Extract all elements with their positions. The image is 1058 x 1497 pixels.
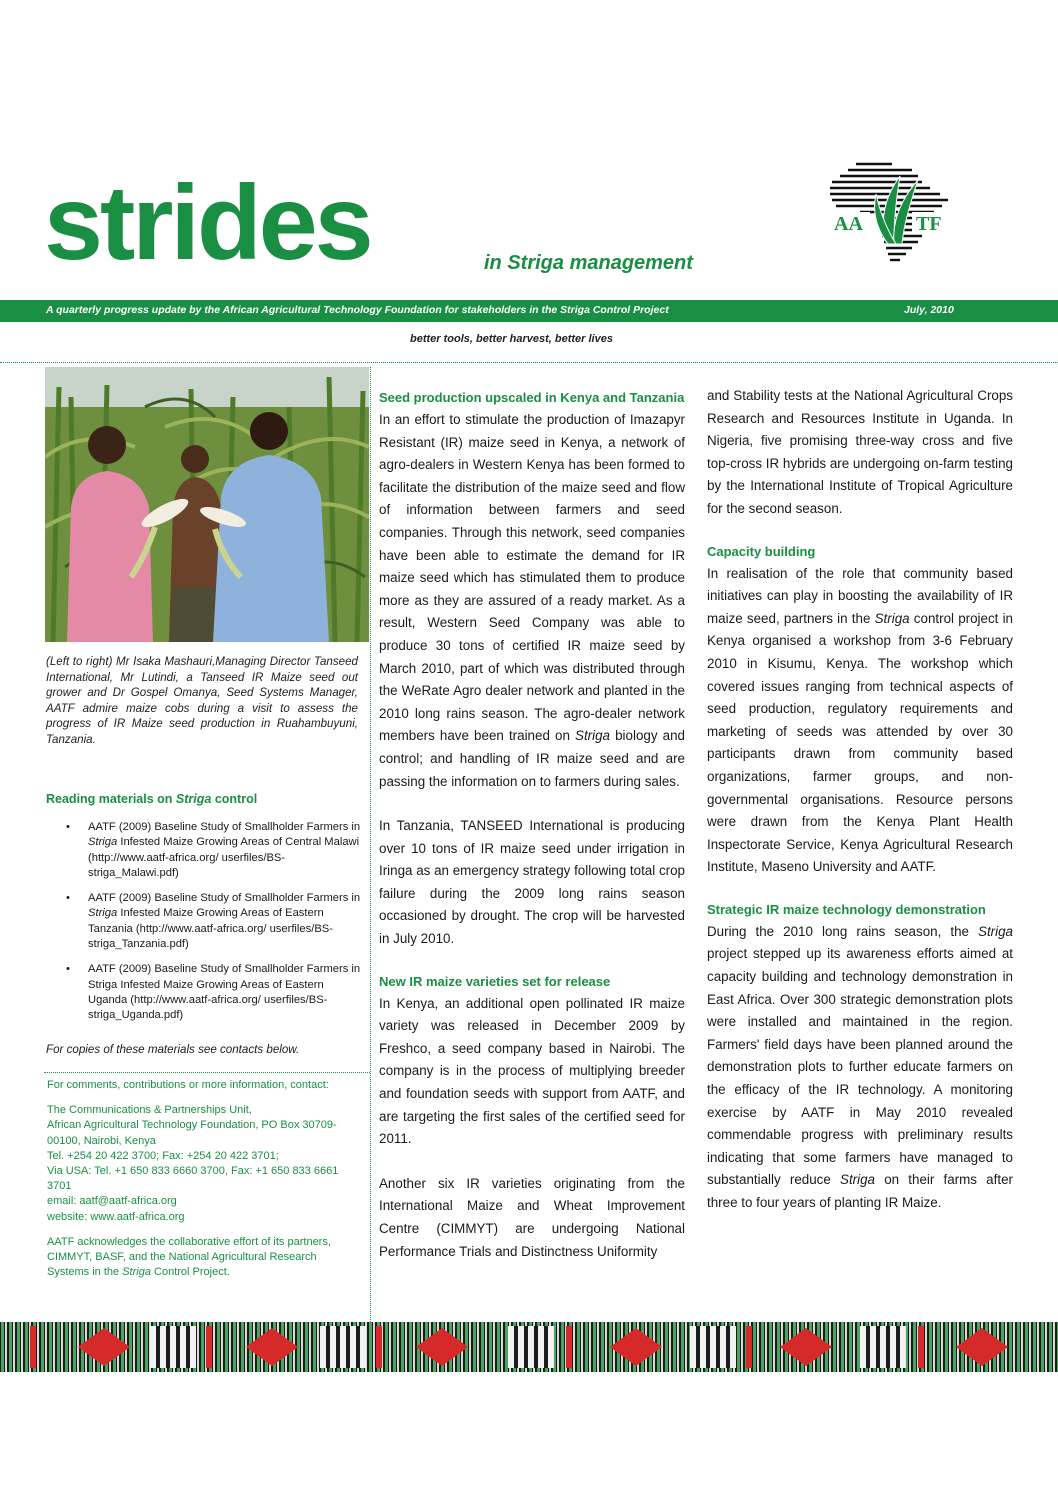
list-item: • AATF (2009) Baseline Study of Smallholder Farmers in Striga Infested Maize Growing Areas of Eastern Tanzania (http://www.aatf-africa.org/ userfiles/BS-striga_Tanzania.pdf) xyxy=(66,891,361,952)
contact-divider xyxy=(44,1072,370,1073)
column-divider-left xyxy=(370,367,371,1322)
paragraph-freshco: In Kenya, an additional open pollinated IR maize variety was released in December 2009 by Freshco, a seed company based in Nairobi. The company is in the process of multiplying breeder and foundation seeds with support from AATF, and are targeting the first sales of the certified seed for 2011. xyxy=(379,995,685,1147)
heading-new-varieties: New IR maize varieties set for release xyxy=(379,973,611,989)
contact-email[interactable]: email: aatf@aatf-africa.org xyxy=(47,1195,177,1208)
contact-intro: For comments, contributions or more information, contact: xyxy=(47,1079,329,1091)
list-item: • AATF (2009) Baseline Study of Smallholder Farmers in Striga Infested Maize Growing Areas of Eastern Uganda (http://www.aatf-africa.org/ userfiles/BS-striga_Uganda.pdf) xyxy=(66,962,361,1023)
newsletter-title: strides xyxy=(44,164,371,282)
logo-letters-right: TF xyxy=(916,213,942,235)
contact-website[interactable]: website: www.aatf-africa.org xyxy=(47,1210,185,1223)
heading-capacity-building: Capacity building xyxy=(707,543,816,559)
banner-description: A quarterly progress update by the African Agricultural Technology Foundation for stakeholders in the Striga Control Project xyxy=(46,304,669,316)
logo-letters-left: AA xyxy=(834,213,863,235)
acknowledgement: AATF acknowledges the collaborative effort of its partners, CIMMYT, BASF, and the National Agricultural Research Systems in the Striga Control Project. xyxy=(47,1235,331,1279)
photo-caption: (Left to right) Mr Isaka Mashauri,Managing Director Tanseed International, Mr Lutindi, a Tanseed IR Maize seed out grower and Dr Gospel Omanya, Seed Systems Manager, AATF admire maize cobs during a visit to assess the progress of IR Maize seed production in Ruahambuyuni, Tanzania. xyxy=(46,655,358,746)
heading-seed-production: Seed production upscaled in Kenya and Tanzania xyxy=(379,390,685,405)
newsletter-subtitle: in Striga management xyxy=(484,252,693,274)
paragraph-stability-tests: and Stability tests at the National Agricultural Crops Research and Resources Institute in Uganda. In Nigeria, five promising three-way cross and five top-cross IR hybrids are undergoing on-farm testing by the International Institute of Tropical Agriculture for the second season. xyxy=(707,388,1013,516)
header-divider xyxy=(0,362,1058,363)
reading-materials-heading: Reading materials on Striga control xyxy=(46,792,258,806)
article-column-middle xyxy=(379,388,685,1263)
heading-demonstration: Strategic IR maize technology demonstration xyxy=(707,901,986,917)
aatf-africa-logo xyxy=(826,150,958,272)
paragraph-seed-network: In an effort to stimulate the production of Imazapyr Resistant (IR) maize seed in Kenya, a network of agro-dealers in Western Kenya has been formed to facilitate the distribution of the maize seed and flow of information between farmers and seed companies. Through this network, seed companies have been able to estimate the demand for IR maize seed which has stimulated them to produce more as they are assured of a ready market. As a result, Western Seed Company was able to produce 30 tons of certified IR maize seed by March 2010, part of which was distributed through the WeRate Agro dealer network and planted in the 2010 long rains season. The agro-dealer network members have been trained on Striga biology and control; and handling of IR maize seed and are passing the information on to farmers during sales. xyxy=(379,412,685,789)
paragraph-workshop: In realisation of the role that community based initiatives can play in boosting the availability of IR maize seed, partners in the Striga control project in Kenya organised a workshop from 3-6 February 2010 in Kisumu, Kenya. The workshop which covered issues ranging from technical aspects of seed production, regulatory requirements and marketing of seeds was attended by over 30 participants drawn from community based organizations, farmer groups, and non-governmental organisations. Resource persons were drawn from the Kenya Plant Health Inspectorate Service, Kenya Agricultural Research Institute, Maseno University and AATF. xyxy=(707,565,1013,875)
article-column-right xyxy=(707,385,1013,1215)
contact-box xyxy=(47,1078,359,1290)
footer-pattern-band xyxy=(0,1322,1058,1372)
list-item: • AATF (2009) Baseline Study of Smallholder Farmers in Striga Infested Maize Growing Areas of Central Malawi (http://www.aatf-africa.org/ userfiles/BS-striga_Malawi.pdf) xyxy=(66,820,361,881)
photo-maize-field xyxy=(45,367,369,642)
reading-materials-list xyxy=(66,820,361,1034)
contact-address: The Communications & Partnerships Unit, African Agricultural Technology Foundation, PO Box 30709-00100, Nairobi, Kenya Tel. +254 20 422 3700; Fax: +254 20 422 3701; Via USA: Tel. +1 650 833 6660 3700, Fax: +1 650 833 6661 3701 email: aatf@aatf-africa.org website: www.aatf-africa.org xyxy=(47,1104,339,1223)
issue-date: July, 2010 xyxy=(904,304,954,316)
paragraph-tanseed: In Tanzania, TANSEED International is producing over 10 tons of IR maize seed under irrigation in Iringa as an emergency strategy following total crop failure during the 2009 long rains season occasioned by drought. The crop will be harvested in July 2010. xyxy=(379,818,685,947)
paragraph-demonstration: During the 2010 long rains season, the Striga project stepped up its awareness efforts aimed at capacity building and technology demonstration in East Africa. Over 300 strategic demonstration plots were installed and maintained in the region. Farmers' field days have been planned around the demonstration plots to further educate farmers on the efficacy of the IR technology. A monitoring exercise by AATF in May 2010 revealed commendable progress with preliminary results indicating that some farmers have managed to substantially reduce Striga on their farms after three to four years of planting IR Maize. xyxy=(707,923,1013,1210)
paragraph-cimmyt: Another six IR varieties originating from the International Maize and Wheat Improvement Centre (CIMMYT) are undergoing National Performance Trials and Distinctness Uniformity xyxy=(379,1175,685,1259)
copies-note: For copies of these materials see contacts below. xyxy=(46,1043,300,1056)
tagline: better tools, better harvest, better lives xyxy=(410,333,613,345)
